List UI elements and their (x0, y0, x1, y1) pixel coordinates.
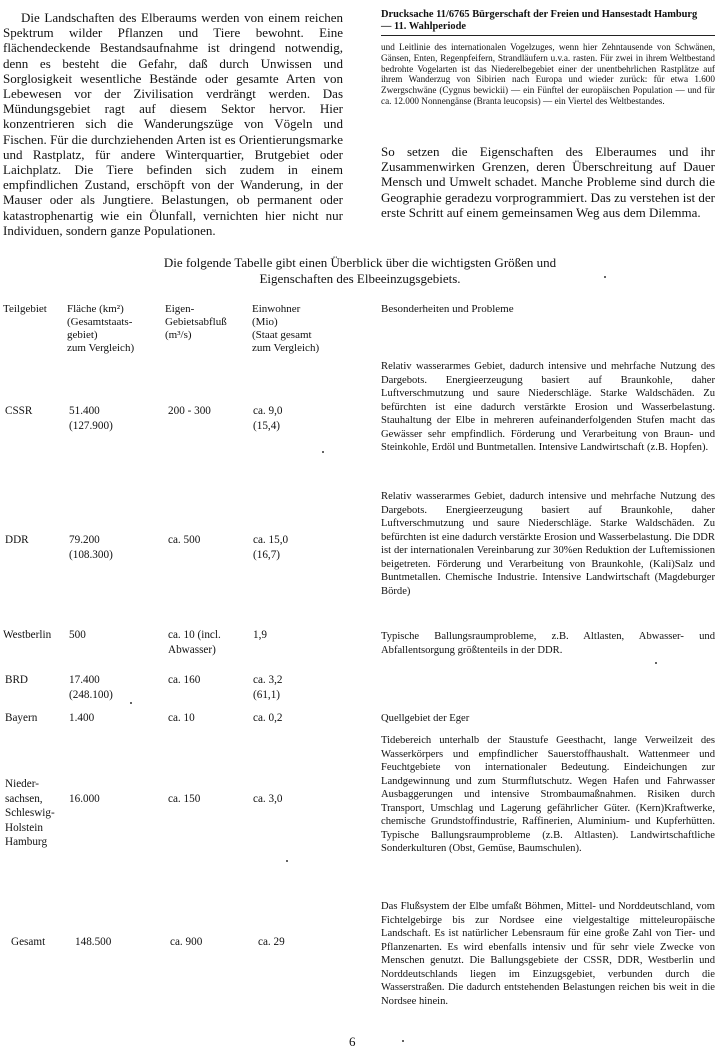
document-header (381, 9, 715, 36)
cell-notes: Relativ wasserarmes Gebiet, dadurch intensive und mehrfache Nutzung des Dargebots. Energieerzeugung basiert auf Braunkohle, daher Luftverschmutzung und saure Niederschläge. Starke Waldschäden. Zu befürchten ist eine dadurch verstärkte Erosion und Wasserbelastung. Die DDR ist der internationalen Vereinbarung zur 30%en Reduktion der Luftemissionen beigetreten. Förderung und Verarbeitung von Braunkohle, (Kali)Salz und Buntmetallen. Chemische Industrie. Intensive Landwirtschaft (Magdeburger Börde) (381, 491, 715, 597)
cell-population: ca. 3,2 (253, 674, 283, 686)
cell-population: ca. 15,0 (253, 534, 289, 546)
scan-speck (322, 451, 324, 453)
cell-population: ca. 0,2 (253, 712, 283, 724)
cell-region: Nieder- sachsen, Schleswig- Holstein Hamburg (5, 778, 55, 848)
cell-notes: Relativ wasserarmes Gebiet, dadurch intensive und mehrfache Nutzung des Dargebots. Energieerzeugung basiert auf Braunkohle, daher Luftverschmutzung und saure Niederschläge. Starke Waldschäden. Zu befürchten ist eine dadurch verstärkte Erosion und Wasserbelastung. Stauhaltung der Elbe in mehreren aufeinanderfolgenden Stufen macht das Gewässer sehr empfindlich. Förderung und Verarbeitung von Braun- und Steinkohle, Erdöl und Buntmetallen. Intensive Landwirtschaft (z.B. Hopfen). (381, 361, 715, 453)
cell-runoff: ca. 10 (168, 712, 195, 724)
cell-population: ca. 3,0 (253, 793, 283, 805)
cell-population-total: (15,4) (253, 420, 281, 432)
header-besonderheiten: Besonderheiten und Probleme (381, 303, 514, 315)
cell-notes: Typische Ballungsraumprobleme, z.B. Altlasten, Abwasser- und Abfallentsorgung größtenteils in der DDR. (381, 631, 715, 656)
cell-area-total: (248.100) (69, 689, 113, 701)
cell-region: Westberlin (3, 629, 52, 641)
cell-area: 79.200 (69, 534, 100, 546)
cell-population-total: (61,1) (253, 689, 281, 701)
cell-notes: Tidebereich unterhalb der Staustufe Geesthacht, lange Verweilzeit des Wasserkörpers und empfindlicher Sauerstoffhaushalt. Wattenmeer und Feuchtgebiete von internationaler Bedeutung. Eindeichungen zur Landgewinnung und zum Sturmflutschutz. Wegen Hafen und Fahrwasser Ausbaggerungen und intensive Strombaumaßnahmen. Risiken durch Transport, Umschlag und Lagerung gefährlicher Güter. (Kern)Kraftwerke, chemische Grundstoffindustrie, Raffinerien, Aluminium- und Kupferhütten. Typische Ballungsraumprobleme (z.B. Altlasten). Landwirtschaftliche Sonderkulturen (Obst, Gemüse, Baumschulen). (381, 735, 715, 854)
table-intro: Die folgende Tabelle gibt einen Überblick über die wichtigsten Größen und Eigenschaften des Elbeeinzugsgebiets. (163, 255, 557, 286)
cell-area-total: (127.900) (69, 420, 113, 432)
header-abfluss: Eigen- Gebietsabfluß (m³/s) (165, 303, 227, 341)
cell-runoff: ca. 160 (168, 674, 201, 686)
scan-speck (604, 276, 606, 278)
cell-runoff-note: Abwasser) (168, 644, 216, 656)
cell-area: 148.500 (75, 936, 112, 948)
cell-region: CSSR (5, 405, 33, 417)
left-column-paragraph: Die Landschaften des Elberaums werden von einem reichen Spektrum wilder Pflanzen und Tiere bewohnt. Eine flächendeckende Bestandsaufnahme ist dringend notwendig, denn es besteht die Gefahr, daß durch Unwissen und Sorglosigkeit wesentliche Bestände oder gesamte Arten von Lebewesen vor der Zivilisation verdrängt werden. Das Mündungsgebiet ragt auf diesem Sektor hervor. Hier konzentrieren sich die Wanderungszüge von Vögeln und Fischen. Für die durchziehenden Arten ist es Orientierungsmarke und Rastplatz, für andere Winterquartier, Brutgebiet oder Laichplatz. Die Tiere befinden sich zudem in einem empfindlichen Zustand, erschöpft von der Wanderung, in der Mauser oder als Jungtiere. Belastungen, ob permanent oder katastrophenartig wie ein Ölunfall, vernichten hier nicht nur Individuen, sondern ganze Populationen. (3, 10, 343, 238)
cell-runoff: ca. 500 (168, 534, 201, 546)
cell-area: 500 (69, 629, 86, 641)
scan-speck (655, 662, 657, 664)
cell-population-total: (16,7) (253, 549, 281, 561)
cell-region: Bayern (5, 712, 38, 724)
cell-population: 1,9 (253, 629, 267, 641)
cell-runoff: 200 - 300 (168, 405, 211, 417)
header-line-1: Drucksache 11/6765 Bürgerschaft der Freien und Hansestadt Hamburg (381, 9, 698, 20)
cell-runoff: ca. 900 (170, 936, 203, 948)
cell-region: DDR (5, 534, 29, 546)
scan-speck (130, 702, 132, 704)
scan-speck (286, 860, 288, 862)
cell-area: 1.400 (69, 712, 95, 724)
cell-region: BRD (5, 674, 29, 686)
cell-area: 17.400 (69, 674, 100, 686)
right-column-paragraph: So setzen die Eigenschaften des Elberaumes und ihr Zusammenwirken Grenzen, deren Überschreitung auf Dauer Mensch und Umwelt schadet. Manche Probleme sind durch die Geographie geradezu vorprogrammiert. Das zu verstehen ist der erste Schritt auf einem gemeinsamen Weg aus dem Dilemma. (381, 144, 715, 220)
header-line-2: — 11. Wahlperiode (381, 21, 466, 32)
cell-region: Gesamt (11, 936, 46, 948)
scan-speck (402, 1040, 404, 1042)
header-einwohner: Einwohner (Mio) (Staat gesamt zum Vergleich) (252, 303, 320, 354)
page-number: 6 (349, 1034, 356, 1049)
cell-notes: Quellgebiet der Eger (381, 713, 470, 724)
cell-area-total: (108.300) (69, 549, 113, 561)
cell-population: ca. 9,0 (253, 405, 283, 417)
header-flaeche: Fläche (km²) (Gesamtstaats- gebiet) zum Vergleich) (67, 303, 135, 354)
footnote-text: und Leitlinie des internationalen Vogelzuges, wenn hier Zehntausende von Schwänen, Gänsen, Enten, Regenpfeifern, Strandläufern u.v.a. rasten. Für zwei in ihrem Weltbestand bedrohte Vogelarten ist das Niederelbegebiet einer der unentbehrlichen Rastplätze auf ihrem Wanderzug von Sibirien nach Europa und wieder zurück: für etwa 1.600 Zwergschwäne (Cygnus bewickii) — ein Fünftel der europäischen Population — und für ca. 12.000 Nonnengänse (Branta leucopsis) — ein Viertel des Weltbestandes. (381, 42, 715, 106)
cell-area: 16.000 (69, 793, 100, 805)
cell-runoff: ca. 150 (168, 793, 201, 805)
cell-area: 51.400 (69, 405, 100, 417)
cell-population: ca. 29 (258, 936, 285, 948)
cell-notes: Das Flußsystem der Elbe umfaßt Böhmen, Mittel- und Norddeutschland, vom Fichtelgebirge bis zur Nordsee eine vielgestaltige mitteleuropäische Landschaft. Es ist natürlicher Lebensraum für eine große Zahl von Tier- und Pflanzenarten. Es wird ebenfalls intensiv und für sehr viele Zwecke von Menschen genutzt. Die Ballungsgebiete der CSSR, DDR, Westberlin und Norddeutschlands liegen im Einzugsgebiet, verbunden durch die Wasserstraßen. Die dadurch entstehenden Belastungen reichen bis weit in die Nordsee hinein. (381, 901, 715, 1007)
cell-runoff: ca. 10 (incl. (168, 629, 221, 641)
header-teilgebiet: Teilgebiet (3, 303, 47, 315)
